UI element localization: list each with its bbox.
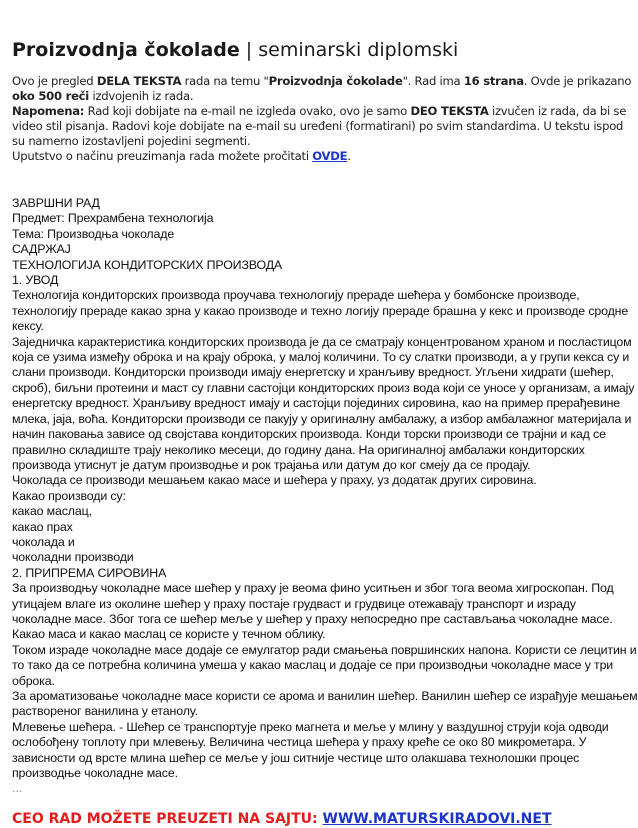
- page-title: [12, 38, 638, 62]
- list-item: какао прах: [12, 519, 73, 534]
- intro-bold: DEO TEKSTA: [410, 104, 489, 118]
- heading-line: Тема: Производња чоколаде: [12, 226, 175, 241]
- body-paragraph: Заједничка карактеристика кондиторских производа је да се сматрају концентрованом храном и посластицом која се узима између оброка и на крају оброка, у малој количини. То су слатки производи, а у групи кекса су и слани производи. Кондиторски производи имају енергетску и хранљиву вредност. Угљени хидрати (шећер, скроб), биљни протеини и маст су главни састојци кондиторских произ вода који се уносе у организам, а имају енергетску вредност. Хранљиву вредност имају и састојци појединих сировина, као на пример прерађевине млека, jaja, воћа. Кондиторски производи се пакују у оригиналну амбалажу, а избор амбалажног материјала и начин паковања зависе од својстава кондиторских производа. Конди торски производи се трајни и кад се правилно складиште трају неколико месеци, до годину дана. На оригиналној амбалажи кондиторских производа утиснут је датум производње и рок трајања или датум до ког смеју да се продају.: [12, 334, 635, 472]
- body-paragraph: Чоколада се производи мешањем какао масе и шећера у праху, уз додатак других сировина.: [12, 473, 537, 488]
- website-link[interactable]: WWW.MATURSKIRADOVI.NET: [322, 811, 552, 828]
- title-subtitle: seminarski diplomski: [258, 39, 459, 61]
- footer-label: CEO RAD MOŽETE PREUZETI NA SAJTU:: [12, 811, 323, 828]
- intro-text: rada na temu ": [181, 74, 269, 88]
- intro-note: [12, 104, 638, 149]
- title-separator: |: [239, 39, 259, 61]
- intro-bold: oko 500 reči: [12, 89, 90, 103]
- heading-line: 1. УВОД: [12, 273, 59, 288]
- body-paragraph: За производњу чоколадне масе шећер у праху је веома фино уситњен и због тога веома хигроскопан. Под утицајем влаге из околине шећер у праху постаје грудваст и грудвице отежавају транспорт и израду чоколадне масе. Због тога се шећер меље у шећер у праху непосредно пре састављања чоколадне масе. Какао маса и какао маслац се користе у течном облику.: [12, 581, 614, 642]
- body-paragraph: Током израде чоколадне масе додаје се емулгатор ради смањења површинских напона. Користи се лецитин и то тако да се потребна количина умеша у какао маслац и додаје се при производњи чоколадне масе у три оброка.: [12, 642, 637, 688]
- intro-bold: DELA TEKSTA: [96, 74, 182, 88]
- intro-text: izvučen iz rada, da bi se video stil pisanja. Radovi koje dobijate na e-mail su uređeni (formatirani) po svim standardima. U tekstu ispod su namerno izostavljeni pojedini segmenti.: [12, 104, 627, 148]
- intro-text: izdvojenih iz rada.: [89, 89, 194, 103]
- intro-bold: 16 strana: [463, 74, 524, 88]
- section-heading: 2. ПРИПРЕМА СИРОВИНА: [12, 565, 167, 580]
- intro-text: ". Rad ima: [402, 74, 464, 88]
- document-body: [12, 196, 638, 781]
- heading-line: САДРЖАЈ: [12, 242, 71, 257]
- body-paragraph: Технологија кондиторских производа проучава технологију прераде шећера у бомбонске производе, технологију прераде какао зрна у какао производе и техно логију прераде брашна у кекс и производе сродне кексу.: [12, 288, 629, 334]
- list-item: чоколадни производи: [12, 550, 134, 565]
- list-item: какао маслац,: [12, 504, 92, 519]
- body-paragraph: Какао производи су:: [12, 488, 126, 503]
- intro-notice: [12, 74, 638, 164]
- intro-bold: Proizvodnja čokolade: [268, 74, 403, 88]
- intro-text: Ovo je pregled: [12, 74, 97, 88]
- body-paragraph: Млевење шећера. - Шећер се транспортује преко магнета и меље у млину у ваздушној струји која одводи ослобођену топлоту при млевењу. Величина честица шећера у праху креће се око 80 микрометара. У зависности од врсте млина шећер се меље у још ситније честице што олакшава технолошки процес производње чоколадне масе.: [12, 719, 609, 781]
- intro-text: Rad koji dobijate na e-mail ne izgleda ovako, ovo je samo: [84, 104, 411, 118]
- intro-text: Uputstvo o načinu preuzimanja rada možete pročitati: [12, 149, 313, 163]
- note-label: Napomena:: [12, 104, 85, 118]
- intro-overview: [12, 74, 638, 104]
- download-footer: [12, 810, 638, 828]
- heading-line: Предмет: Прехрамбена технологија: [12, 211, 214, 226]
- heading-line: ТЕХНОЛОГИЈА КОНДИТОРСКИХ ПРОИЗВОДА: [12, 257, 283, 272]
- omission-ellipsis: ...: [12, 782, 23, 796]
- intro-text: . Ovde je prikazano: [523, 74, 632, 88]
- heading-line: ЗАВРШНИ РАД: [12, 196, 100, 210]
- body-paragraph: За ароматизовање чоколадне масе користи се арома и ванилин шећер. Ванилин шећер се израђује мешањем раствореног ванилина у етанолу.: [12, 689, 638, 719]
- list-item: чоколада и: [12, 534, 75, 549]
- instructions-link[interactable]: OVDE: [312, 149, 348, 163]
- intro-text: .: [347, 149, 351, 163]
- title-main: Proizvodnja čokolade: [12, 39, 240, 61]
- intro-instructions: [12, 149, 638, 164]
